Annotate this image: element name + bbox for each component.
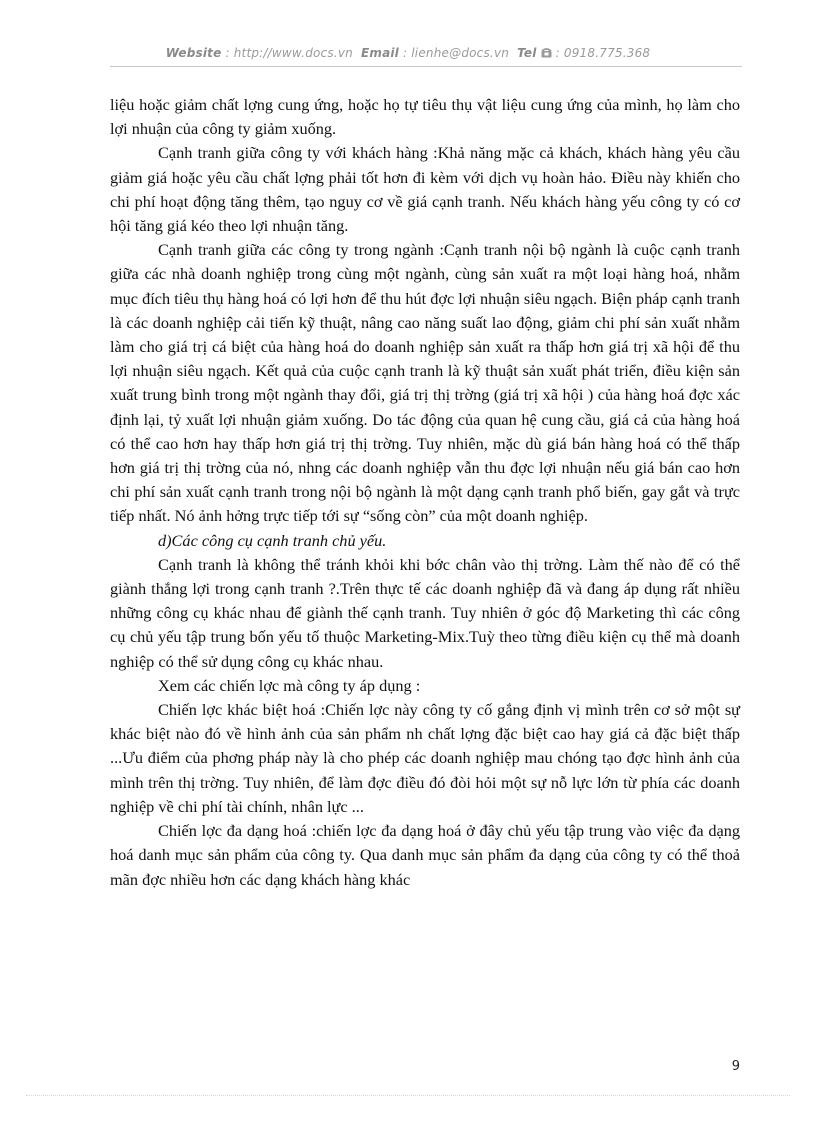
paragraph: Cạnh tranh giữa công ty với khách hàng :Khả năng mặc cả khách, khách hàng yêu cầu giảm giá hoặc yêu cầu chất lợng phải tốt hơn đi kèm với dịch vụ hoàn hảo. Điều này khiến cho chi phí hoạt động tăng thêm, tạo nguy cơ về giá cạnh tranh. Nếu khách hàng yếu công ty có cơ hội tăng giá kéo theo lợi nhuận tăng.	[110, 143, 740, 236]
section-heading: d)Các công cụ cạnh tranh chủ yếu.	[158, 530, 387, 550]
email-label: Email	[360, 46, 399, 60]
header-divider	[110, 66, 742, 67]
tel-number: : 0918.775.368	[555, 46, 651, 60]
paragraph: Chiến lợc khác biệt hoá :Chiến lợc này công ty cố gắng định vị mình trên cơ sở một sự khác biệt nào đó về hình ảnh của sản phẩm nh chất lợng đặc biệt cao hay giá cả đặc biệt thấp ...Ưu điểm của phơng pháp này là cho phép các doanh nghiệp mau chóng tạo đợc hình ảnh của mình trên thị trờng. Tuy nhiên, để làm đợc điều đó đòi hỏi một sự nỗ lực lớn từ phía các doanh nghiệp về chi phí tài chính, nhân lực ...	[110, 700, 740, 816]
document-body	[110, 93, 740, 892]
email-address[interactable]: : lienhe@docs.vn	[403, 46, 510, 60]
page-number: 9	[731, 1059, 740, 1074]
website-url[interactable]: : http://www.docs.vn	[225, 46, 353, 60]
website-label: Website	[165, 46, 222, 60]
page-header	[0, 46, 816, 60]
tel-label: Tel	[517, 46, 537, 60]
footer-divider	[26, 1095, 790, 1096]
phone-icon	[541, 46, 552, 60]
paragraph: Chiến lợc đa dạng hoá :chiến lợc đa dạng hoá ở đây chủ yếu tập trung vào việc đa dạng hoá danh mục sản phẩm của công ty. Qua danh mục sản phẩm đa dạng của công ty có thể thoả mãn đợc nhiều hơn các dạng khách hàng khác	[110, 821, 740, 889]
paragraph: Xem các chiến lợc mà công ty áp dụng :	[158, 675, 421, 695]
paragraph: liệu hoặc giảm chất lợng cung ứng, hoặc họ tự tiêu thụ vật liệu cung ứng của mình, họ làm cho lợi nhuận của công ty giảm xuống.	[110, 95, 740, 139]
paragraph: Cạnh tranh là không thể tránh khỏi khi bớc chân vào thị trờng. Làm thế nào để có thể giành thắng lợi trong cạnh tranh ?.Trên thực tế các doanh nghiệp đã và đang áp dụng rất nhiều những công cụ khác nhau để giành thế cạnh tranh. Tuy nhiên ở góc độ Marketing thì các công cụ chủ yếu tập trung bốn yếu tố thuộc Marketing-Mix.Tuỳ theo từng điều kiện cụ thể mà doanh nghiệp có thể sử dụng công cụ khác nhau.	[110, 554, 740, 671]
paragraph: Cạnh tranh giữa các công ty trong ngành :Cạnh tranh nội bộ ngành là cuộc cạnh tranh giữa các nhà doanh nghiệp trong cùng một ngành, cùng sản xuất ra một loại hàng hoá, nhằm mục đích tiêu thụ hàng hoá có lợi hơn để thu hút đợc lợi nhuận siêu ngạch. Biện pháp cạnh tranh là các doanh nghiệp cải tiến kỹ thuật, nâng cao năng suất lao động, giảm chi phí sản xuất nhằm làm cho giá trị cá biệt của hàng hoá do doanh nghiệp sản xuất ra thấp hơn giá trị xã hội để thu lợi nhuận siêu ngạch. Kết quả của cuộc cạnh tranh là kỹ thuật sản xuất phát triển, điều kiện sản xuất trung bình trong một ngành thay đổi, giá trị thị trờng (giá trị xã hội ) của hàng hoá đợc xác định lại, tỷ xuất lợi nhuận giảm xuống. Do tác động của quan hệ cung cầu, giá cả của hàng hoá có thể cao hơn hay thấp hơn giá trị thị trờng. Tuy nhiên, mặc dù giá bán hàng hoá có thể thấp hơn giá trị thị trờng của nó, nhng các doanh nghiệp vẫn thu đợc lợi nhuận nếu giá bán cao hơn chi phí sản xuất cạnh tranh trong nội bộ ngành là một dạng cạnh tranh phổ biến, gay gắt và trực tiếp nhất. Nó ảnh hởng trực tiếp tới sự “sống còn” của một doanh nghiệp.	[110, 240, 740, 526]
